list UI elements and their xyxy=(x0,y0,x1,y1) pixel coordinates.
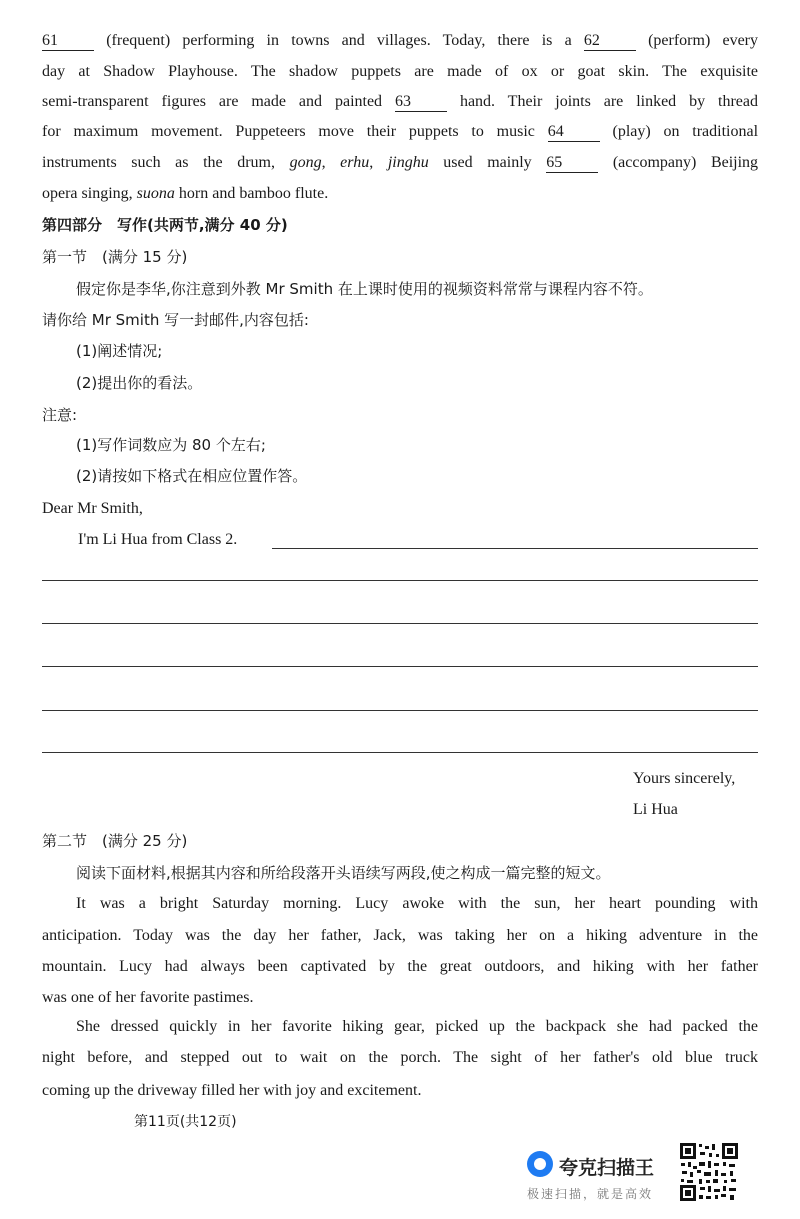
para1-line: anticipation. Today was the day her father, Jack, was taking her on a hiking adventure in the xyxy=(42,927,758,944)
blank-65: 65 xyxy=(546,154,598,173)
passage-line-1: 61 (frequent) performing in towns and villages. Today, there is a 62 (perform) every xyxy=(42,32,759,49)
letter-opening: I'm Li Hua from Class 2. xyxy=(78,531,238,548)
scanner-watermark xyxy=(527,1147,677,1203)
passage-line-4: for maximum movement. Puppeteers move their puppets to music 64 (play) on traditional xyxy=(42,123,759,140)
blank-64: 64 xyxy=(548,123,600,142)
section2-instruction: 阅读下面材料,根据其内容和所给段落开头语续写两段,使之构成一篇完整的短文。 xyxy=(76,864,611,882)
blank-61: 61 xyxy=(42,32,94,51)
writing-line[interactable] xyxy=(42,580,758,581)
writing-line[interactable] xyxy=(42,752,758,753)
brand-slogan: 极速扫描，就是高效 xyxy=(527,1187,654,1201)
blank-63: 63 xyxy=(395,93,447,112)
passage-line-2: day at Shadow Playhouse. The shadow puppets are made of ox or goat skin. The exquisite xyxy=(42,63,758,80)
para2-line: She dressed quickly in her favorite hiking gear, picked up the backpack she had packed the xyxy=(76,1018,758,1035)
section1-item2: (2)提出你的看法。 xyxy=(76,374,203,392)
letter-salutation: Dear Mr Smith, xyxy=(42,500,143,517)
para1-line: was one of her favorite pastimes. xyxy=(42,989,254,1006)
section1-item1: (1)阐述情况; xyxy=(76,342,163,360)
qr-code-icon xyxy=(679,1142,739,1202)
part4-title: 第四部分 写作(共两节,满分 40 分) xyxy=(42,216,288,234)
para2-line: night before, and stepped out to wait on the porch. The sight of her father's old blue truck xyxy=(42,1049,758,1066)
para1-line: It was a bright Saturday morning. Lucy awoke with the sun, her heart pounding with xyxy=(76,895,758,912)
passage-line-6: opera singing, suona horn and bamboo flute. xyxy=(42,185,329,202)
writing-line[interactable] xyxy=(42,666,758,667)
para2-line: coming up the driveway filled her with joy and excitement. xyxy=(42,1082,422,1099)
letter-signature: Li Hua xyxy=(633,801,678,818)
section1-prompt-line1: 假定你是李华,你注意到外教 Mr Smith 在上课时使用的视频资料常常与课程内容不符。 xyxy=(76,280,653,298)
page-number: 第11页(共12页) xyxy=(134,1114,237,1130)
section1-heading: 第一节 (满分 15 分) xyxy=(42,248,188,266)
writing-line[interactable] xyxy=(42,710,758,711)
section1-prompt-line2: 请你给 Mr Smith 写一封邮件,内容包括: xyxy=(42,311,309,329)
blank-62: 62 xyxy=(584,32,636,51)
passage-line-5: instruments such as the drum, gong, erhu, jinghu used mainly 65 (accompany) Beijing xyxy=(42,154,759,171)
notes-label: 注意: xyxy=(42,406,78,424)
note1: (1)写作词数应为 80 个左右; xyxy=(76,436,266,454)
note2: (2)请按如下格式在相应位置作答。 xyxy=(76,467,308,485)
letter-closing: Yours sincerely, xyxy=(633,770,736,787)
brand-name: 夸克扫描王 xyxy=(559,1157,655,1179)
passage-line-3: semi-transparent figures are made and painted 63 hand. Their joints are linked by thread xyxy=(42,93,759,110)
section2-heading: 第二节 (满分 25 分) xyxy=(42,832,188,850)
writing-line[interactable] xyxy=(42,623,758,624)
para1-line: mountain. Lucy had always been captivated by the great outdoors, and hiking with her father xyxy=(42,958,758,975)
writing-line[interactable] xyxy=(272,548,758,549)
quark-logo-icon xyxy=(527,1151,553,1177)
